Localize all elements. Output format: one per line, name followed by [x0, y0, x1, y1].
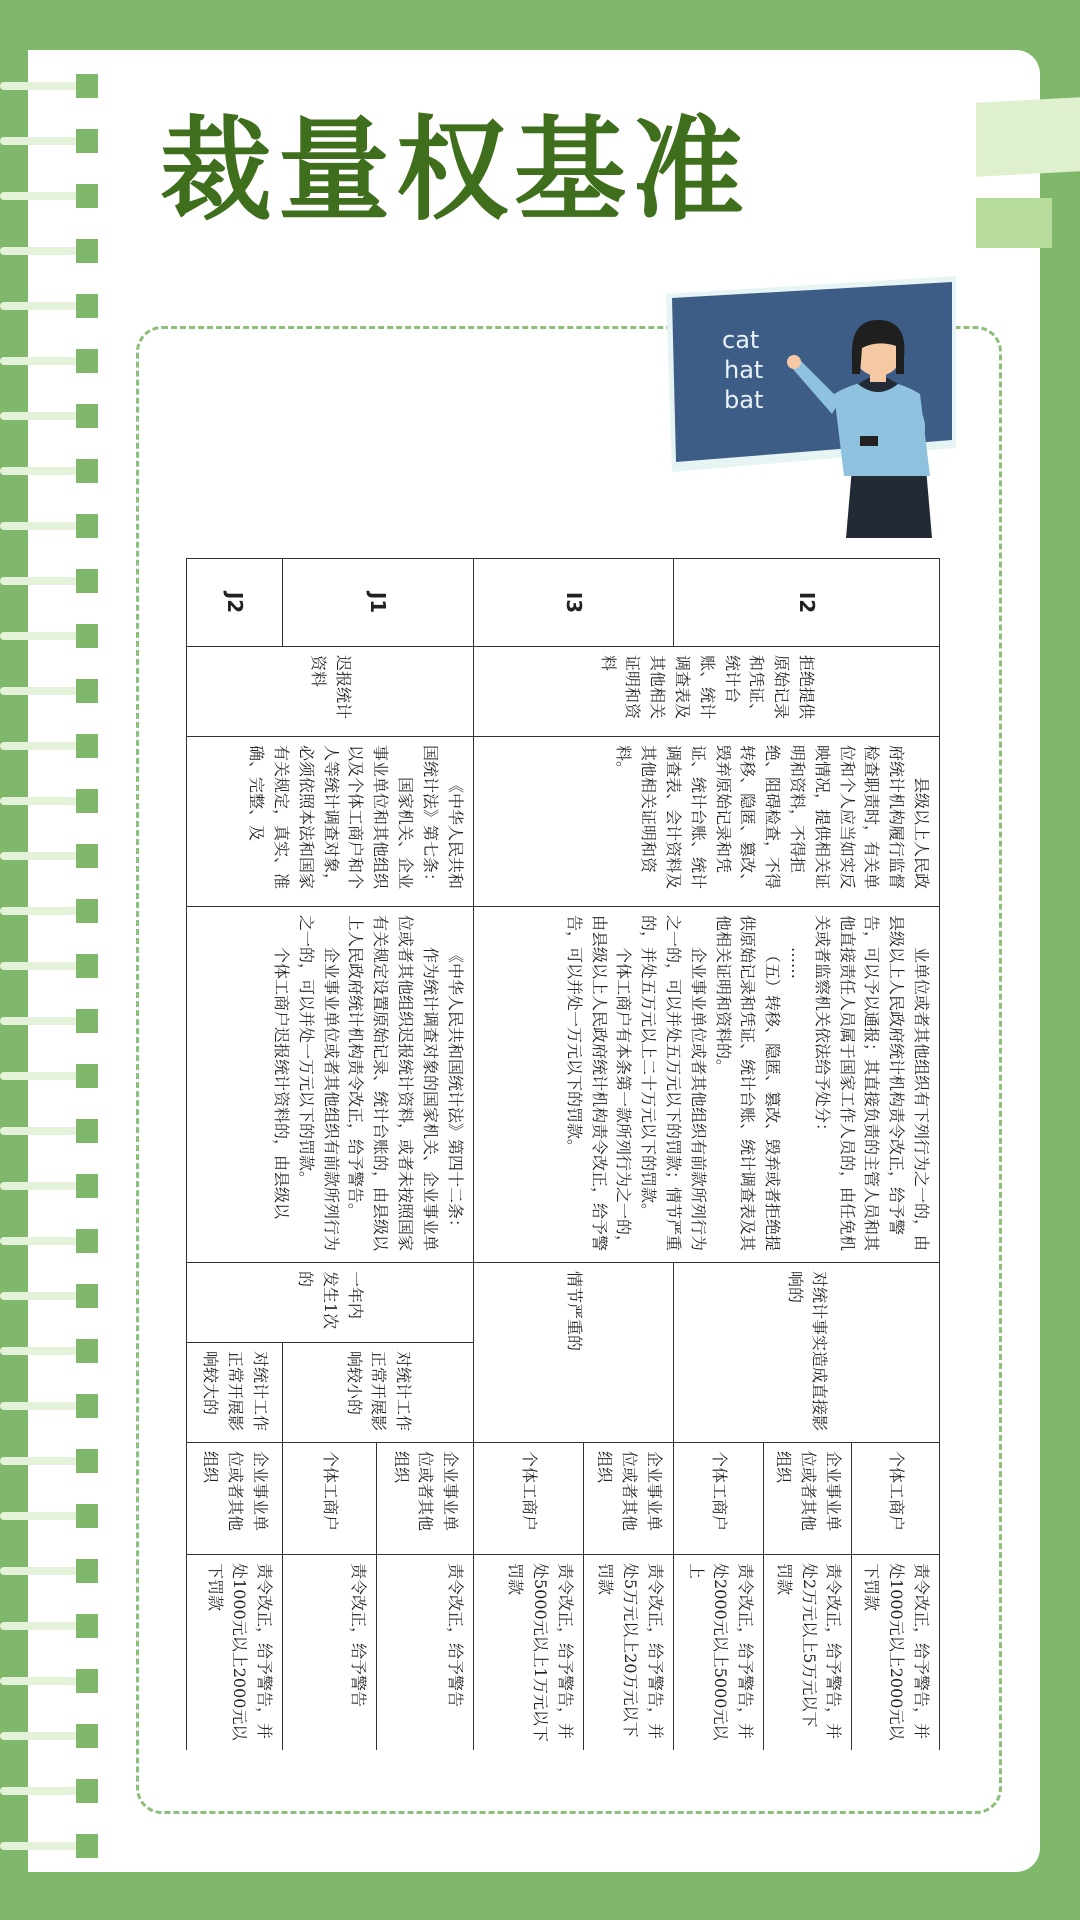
binding-ring — [0, 1072, 86, 1080]
binding-hole — [76, 1614, 98, 1638]
binding-hole — [76, 954, 98, 978]
penalty-cell — [473, 907, 939, 1263]
subject-cell: 个体工商户 — [473, 1443, 583, 1555]
discretion-table — [186, 558, 940, 1750]
binding-hole — [76, 1559, 98, 1583]
binding-hole — [76, 679, 98, 703]
binding-hole — [76, 1119, 98, 1143]
circumstance-cell: 对统计工作正常开展影响较小的 — [283, 1343, 473, 1443]
result-cell: 责令改正，给予警告，并处5000元以上1万元以下罚款 — [473, 1555, 583, 1750]
binding-ring — [0, 247, 86, 255]
binding-ring — [0, 412, 86, 420]
binding-hole — [76, 1779, 98, 1803]
result-cell: 责令改正，给予警告，并处1000元以上2000元以下罚款 — [852, 1555, 940, 1750]
binding-hole — [76, 624, 98, 648]
binding-ring — [0, 1787, 86, 1795]
result-cell: 责令改正，给予警告 — [283, 1555, 377, 1750]
binding-ring — [0, 82, 86, 90]
binding-ring — [0, 1127, 86, 1135]
basis-paragraph: 《中华人民共和国统计法》第七条： — [420, 745, 465, 890]
code-cell: I3 — [473, 559, 673, 647]
binding-hole — [76, 789, 98, 813]
binding-hole — [76, 1064, 98, 1088]
binding-ring — [0, 577, 86, 585]
subject-cell: 个体工商户 — [852, 1443, 940, 1555]
penalty-paragraph: 个体工商户迟报统计资料的，由县级以 — [272, 947, 292, 1220]
penalty-cell — [187, 907, 474, 1263]
binding-hole — [76, 844, 98, 868]
teacher-illustration — [664, 276, 960, 546]
binding-ring — [0, 357, 86, 365]
binding-hole — [76, 1009, 98, 1033]
binding-ring — [0, 1732, 86, 1740]
chalk-word-3: bat — [724, 386, 764, 414]
binding-ring — [0, 632, 86, 640]
paper-tab-top — [976, 97, 1080, 176]
binding-hole — [76, 1724, 98, 1748]
basis-cell — [187, 737, 474, 907]
page-title: 裁量权基准 — [160, 106, 750, 236]
result-cell: 责令改正，给予警告，并处2000元以上5000元以上 — [674, 1555, 764, 1750]
basis-paragraph: 国家机关、企业事业单位和其他组织以及个体工商户和个人等统计调查对象，必须依照本法和国家有关规定，真实、准确、完整、及 — [247, 745, 416, 890]
circumstance-time-cell: 一年内发生1次的 — [187, 1263, 474, 1343]
binding-ring — [0, 1347, 86, 1355]
penalty-paragraph: 作为统计调查对象的国家机关、企业事业单位或者其他组织迟报统计资料，或者未按照国家有关规定设置原始记录、统计台账的，由县级以上人民政府统计机构责令改正，给予警告。 — [346, 915, 440, 1252]
binding-hole — [76, 404, 98, 428]
binding-ring — [0, 1567, 86, 1575]
binding-hole — [76, 239, 98, 263]
basis-paragraph: 县级以上人民政府统计机构履行监督检查职责时，有关单位和个人应当如实反映情况，提供相关证明和资料，不得拒绝、阻碍检查，不得转移、隐匿、篡改、毁弃原始记录和凭证、统计台账、统计调查表、会计资料及其他相关证明和资料。 — [614, 745, 931, 890]
binding-hole — [76, 569, 98, 593]
penalty-paragraph: 业单位或者其他组织有下列行为之一的，由县级以上人民政府统计机构责令改正，给予警告，可以予以通报；其直接负责的主管人员和其他直接责任人员属于国家工作人员的，由任免机关或者监察机关依法给予处分： — [812, 915, 931, 1252]
binding-ring — [0, 962, 86, 970]
binding-ring — [0, 137, 86, 145]
circumstance-cell: 对统计工作正常开展影响较大的 — [187, 1343, 283, 1443]
penalty-paragraph: 企业事业单位或者其他组织有前款所列行为之一的，可以并处五万元以下的罚款；情节严重的，并处五万元以上二十万元以下的罚款。 — [639, 915, 708, 1252]
chalk-word-1: cat — [722, 326, 760, 354]
result-cell: 责令改正，给予警告 — [377, 1555, 473, 1750]
binding-ring — [0, 1457, 86, 1465]
binding-ring — [0, 1512, 86, 1520]
discretion-table-rotated — [186, 558, 940, 1750]
binding-hole — [76, 1669, 98, 1693]
binding-hole — [76, 184, 98, 208]
penalty-paragraph: （五）转移、隐匿、篡改、毁弃或者拒绝提供原始记录和凭证、统计台账、统计调查表及其他相关证明和资料的。 — [713, 915, 783, 1252]
binding-hole — [76, 349, 98, 373]
binding-ring — [0, 1842, 86, 1850]
binding-ring — [0, 522, 86, 530]
chalk-word-2: hat — [724, 356, 764, 384]
binding-ring — [0, 907, 86, 915]
binding-hole — [76, 294, 98, 318]
binding-ring — [0, 1622, 86, 1630]
binding-hole — [76, 899, 98, 923]
binding-hole — [76, 734, 98, 758]
penalty-paragraph: 个体工商户有本条第一款所列行为之一的，由县级以上人民政府统计机构责令改正，给予警告，可以并处一万元以下的罚款。 — [564, 915, 634, 1252]
spiral-binding — [0, 0, 110, 1920]
binding-ring — [0, 1182, 86, 1190]
binding-hole — [76, 1229, 98, 1253]
binding-ring — [0, 1237, 86, 1245]
table-row — [852, 559, 940, 1751]
binding-ring — [0, 302, 86, 310]
result-cell: 责令改正，给予警告，并处1000元以上2000元以下罚款 — [187, 1555, 283, 1750]
basis-cell — [473, 737, 939, 907]
subject-cell: 个体工商户 — [674, 1443, 764, 1555]
binding-ring — [0, 687, 86, 695]
code-cell: J2 — [187, 559, 283, 647]
binding-ring — [0, 1677, 86, 1685]
binding-hole — [76, 1834, 98, 1858]
binding-ring — [0, 467, 86, 475]
subject-cell: 企业事业单位或者其他组织 — [187, 1443, 283, 1555]
binding-hole — [76, 1174, 98, 1198]
binding-ring — [0, 852, 86, 860]
subject-cell: 企业事业单位或者其他组织 — [377, 1443, 473, 1555]
binding-hole — [76, 1394, 98, 1418]
code-cell: I2 — [674, 559, 940, 647]
binding-hole — [76, 129, 98, 153]
binding-ring — [0, 797, 86, 805]
result-cell: 责令改正，给予警告，并处2万元以上5万元以下罚款 — [764, 1555, 852, 1750]
table-row — [377, 559, 473, 1751]
binding-hole — [76, 1284, 98, 1308]
subject-cell: 企业事业单位或者其他组织 — [764, 1443, 852, 1555]
binding-hole — [76, 1449, 98, 1473]
behavior-cell: 迟报统计资料 — [187, 647, 474, 737]
code-cell: J1 — [283, 559, 473, 647]
binding-hole — [76, 1504, 98, 1528]
binding-hole — [76, 514, 98, 538]
binding-ring — [0, 192, 86, 200]
binding-ring — [0, 1292, 86, 1300]
penalty-paragraph: …… — [788, 947, 808, 979]
binding-hole — [76, 74, 98, 98]
result-cell: 责令改正，给予警告，并处5万元以上20万元以下罚款 — [583, 1555, 673, 1750]
binding-ring — [0, 1402, 86, 1410]
binding-hole — [76, 459, 98, 483]
discretion-table-area — [186, 558, 940, 1750]
subject-cell: 个体工商户 — [283, 1443, 377, 1555]
penalty-paragraph: 《中华人民共和国统计法》第四十二条： — [445, 947, 465, 1236]
binding-hole — [76, 1339, 98, 1363]
binding-ring — [0, 1017, 86, 1025]
circumstance-cell: 情节严重的 — [473, 1263, 673, 1443]
paper-tab-bottom — [976, 198, 1052, 248]
subject-cell: 企业事业单位或者其他组织 — [583, 1443, 673, 1555]
penalty-paragraph: 企业事业单位或者其他组织有前款所列行为之一的，可以并处一万元以下的罚款。 — [296, 915, 341, 1252]
circumstance-cell: 对统计事实造成直接影响的 — [674, 1263, 940, 1443]
behavior-cell: 拒绝提供原始记录和凭证、统计台账、统计调查表及其他相关证明和资料 — [473, 647, 939, 737]
binding-ring — [0, 742, 86, 750]
